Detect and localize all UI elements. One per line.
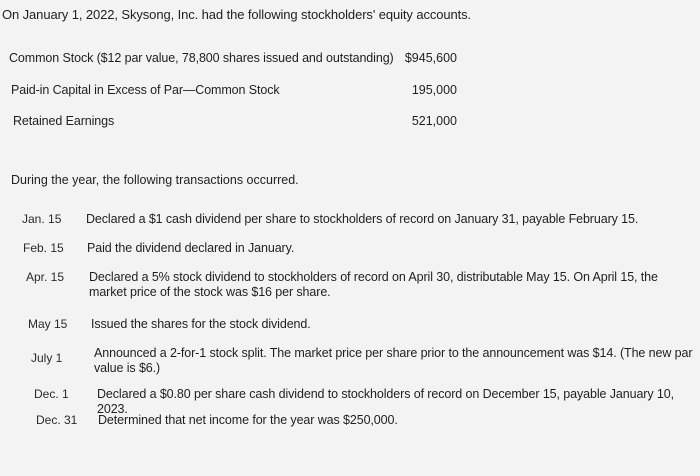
- transaction-desc-dec-31: Determined that net income for the year was $250,000.: [98, 413, 398, 427]
- transaction-date-july-1: July 1: [31, 351, 63, 365]
- transaction-date-jan-15: Jan. 15: [22, 212, 62, 226]
- account-label-paid-in-capital: Paid-in Capital in Excess of Par—Common Stock: [11, 83, 280, 97]
- transaction-desc-dec-1: Declared a $0.80 per share cash dividend to stockholders of record on December 15, payable January 10, 2023.: [97, 387, 674, 416]
- account-label-retained-earnings: Retained Earnings: [13, 114, 115, 128]
- transaction-desc-may-15: Issued the shares for the stock dividend.: [91, 317, 311, 331]
- transaction-date-apr-15: Apr. 15: [26, 270, 65, 284]
- transaction-desc-jan-15: Declared a $1 cash dividend per share to stockholders of record on January 31, payable February 15.: [86, 212, 639, 226]
- account-value-common-stock: $945,600: [404, 51, 457, 65]
- problem-intro: On January 1, 2022, Skysong, Inc. had the following stockholders' equity accounts.: [2, 7, 472, 22]
- account-value-retained-earnings: 521,000: [411, 114, 457, 128]
- transaction-date-feb-15: Feb. 15: [23, 241, 64, 255]
- transactions-intro: During the year, the following transactions occurred.: [11, 173, 299, 187]
- account-label-common-stock: Common Stock ($12 par value, 78,800 shares issued and outstanding): [9, 51, 394, 65]
- transaction-desc-feb-15: Paid the dividend declared in January.: [87, 241, 295, 255]
- transaction-desc-july-1: Announced a 2-for-1 stock split. The market price per share prior to the announcement was $14. (The new par value is $6.): [94, 346, 693, 375]
- transaction-date-dec-31: Dec. 31: [36, 413, 78, 427]
- account-value-paid-in-capital: 195,000: [411, 83, 457, 97]
- transaction-date-may-15: May 15: [28, 317, 68, 331]
- transaction-date-dec-1: Dec. 1: [34, 387, 69, 401]
- transaction-desc-apr-15: Declared a 5% stock dividend to stockholders of record on April 30, distributable May 15. On April 15, the market price of the stock was $16 per share.: [89, 270, 658, 299]
